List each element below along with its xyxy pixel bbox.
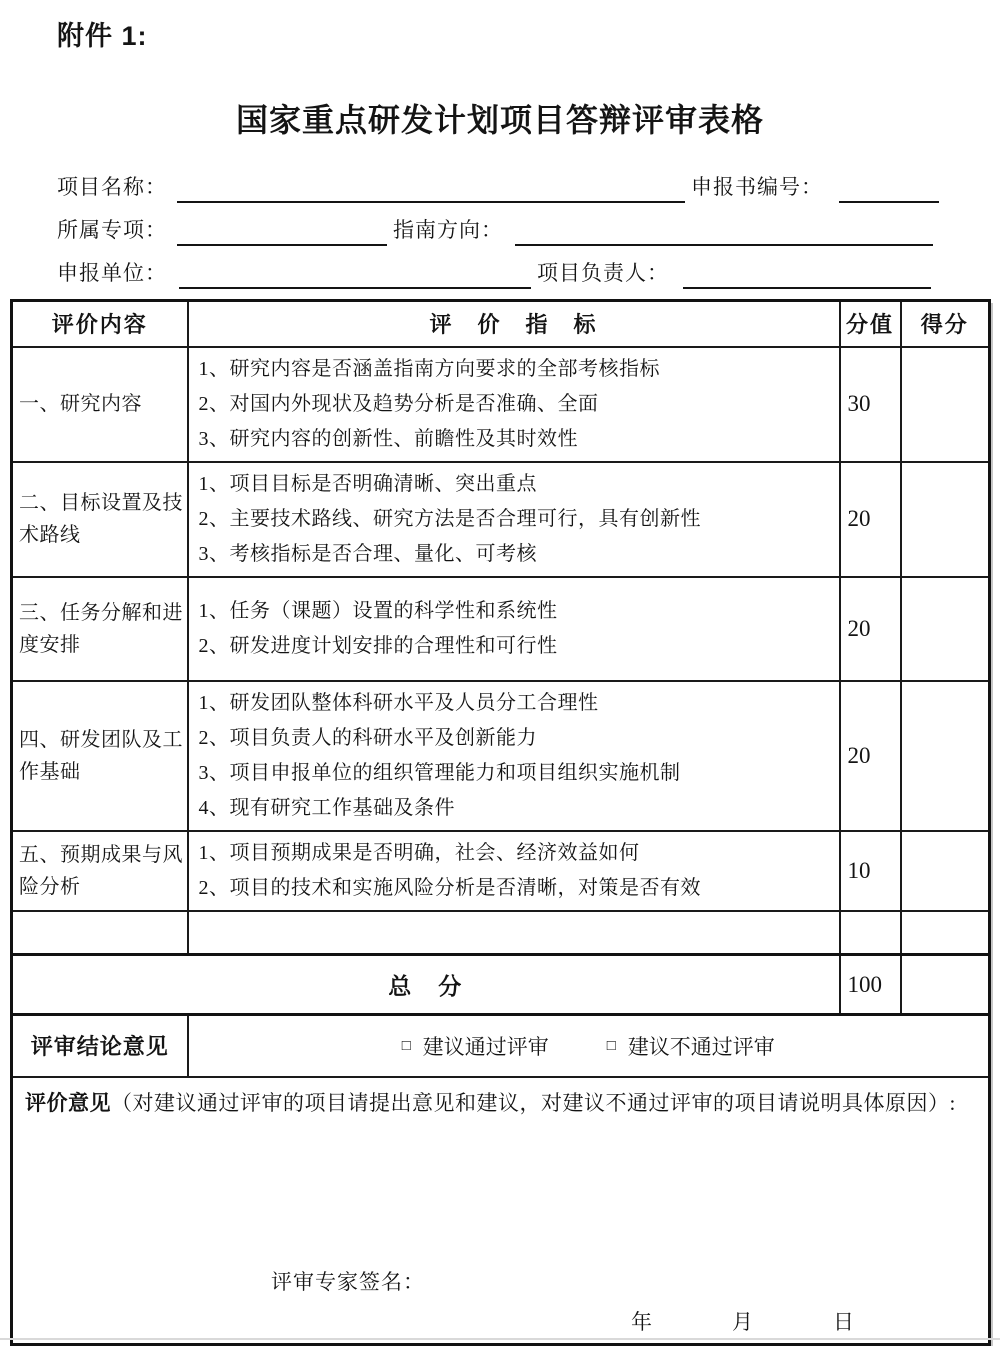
review-table: [10, 299, 991, 1346]
applicant-org-input-line[interactable]: [179, 259, 531, 289]
scan-edge-shadow: [0, 1338, 1000, 1340]
date-day-label: 日: [833, 1309, 854, 1334]
special-project-input-line[interactable]: [177, 216, 387, 246]
indicator-line: 1、研究内容是否涵盖指南方向要求的全部考核指标: [198, 357, 660, 380]
indicator-line: 1、项目预期成果是否明确，社会、经济效益如何: [198, 841, 640, 864]
indicators-cell: [188, 577, 840, 681]
comments-label: 评价意见: [25, 1091, 111, 1115]
indicators-cell: [188, 462, 840, 577]
table-row: [12, 831, 990, 911]
score-value-cell: 10: [840, 831, 901, 911]
option-fail-label: 建议不通过评审: [627, 1034, 775, 1059]
expert-signature-label[interactable]: 评审专家签名：: [271, 1269, 425, 1294]
category-cell: 四、研发团队及工作基础: [12, 681, 188, 831]
applicant-org-label: 申报单位：: [57, 261, 167, 285]
total-label: 总 分: [12, 955, 840, 1015]
indicator-line: 3、考核指标是否合理、量化、可考核: [198, 542, 537, 565]
score-cell[interactable]: [901, 347, 990, 462]
category-cell: 二、目标设置及技术路线: [12, 462, 188, 577]
category-cell: [12, 911, 188, 955]
field-row-3: [57, 253, 957, 289]
indicator-line: 3、项目申报单位的组织管理能力和项目组织实施机制: [198, 761, 681, 784]
header-content: 评价内容: [12, 301, 188, 347]
header-indicators: 评 价 指 标: [188, 301, 840, 347]
indicators-cell: [188, 831, 840, 911]
table-row: [12, 681, 990, 831]
indicator-line: 2、主要技术路线、研究方法是否合理可行，具有创新性: [198, 507, 701, 530]
indicators-cell: [188, 681, 840, 831]
score-value-cell: 20: [840, 681, 901, 831]
total-score-cell[interactable]: [901, 955, 990, 1015]
indicator-line: 4、现有研究工作基础及条件: [198, 796, 455, 819]
date-year-label: 年: [631, 1309, 652, 1334]
score-value-cell: 20: [840, 462, 901, 577]
field-row-1: [57, 167, 957, 203]
comments-row: [12, 1077, 990, 1345]
indicators-cell: [188, 347, 840, 462]
checkbox-pass-icon[interactable]: □: [401, 1038, 411, 1055]
project-leader-input-line[interactable]: [683, 259, 931, 289]
indicators-cell: [188, 911, 840, 955]
total-row: [12, 955, 990, 1015]
comments-instruction: [25, 1086, 976, 1121]
indicator-line: 2、对国内外现状及趋势分析是否准确、全面: [198, 392, 599, 415]
table-row: [12, 577, 990, 681]
table-header-row: [12, 301, 990, 347]
score-cell[interactable]: [901, 462, 990, 577]
conclusion-row: [12, 1015, 990, 1077]
comments-cell: [12, 1077, 990, 1345]
guide-direction-input-line[interactable]: [515, 216, 933, 246]
guide-direction-label: 指南方向：: [393, 218, 503, 242]
indicator-line: 1、研发团队整体科研水平及人员分工合理性: [198, 691, 599, 714]
indicator-line: 3、研究内容的创新性、前瞻性及其时效性: [198, 427, 578, 450]
total-score-value-cell: 100: [840, 955, 901, 1015]
score-value-cell: 20: [840, 577, 901, 681]
score-cell[interactable]: [901, 681, 990, 831]
header-score: 得分: [901, 301, 990, 347]
score-value-cell: 30: [840, 347, 901, 462]
indicator-line: 1、项目目标是否明确清晰、突出重点: [198, 472, 537, 495]
page-title: 国家重点研发计划项目答辩评审表格: [235, 102, 764, 138]
indicator-line: 2、研发进度计划安排的合理性和可行性: [198, 634, 558, 657]
conclusion-options-cell: [188, 1015, 990, 1077]
indicator-line: 2、项目负责人的科研水平及创新能力: [198, 726, 537, 749]
special-project-label: 所属专项：: [57, 218, 167, 242]
indicator-line: 1、任务（课题）设置的科学性和系统性: [198, 599, 558, 622]
project-name-input-line[interactable]: [177, 173, 685, 203]
attachment-label: 附件 1:: [57, 21, 148, 51]
score-value-cell: [840, 911, 901, 955]
option-pass-label: 建议通过评审: [422, 1034, 549, 1059]
score-cell[interactable]: [901, 577, 990, 681]
date-month-label: 月: [732, 1309, 753, 1334]
table-row: [12, 347, 990, 462]
category-cell: 一、研究内容: [12, 347, 188, 462]
table-row-empty: [12, 911, 990, 955]
application-no-label: 申报书编号：: [691, 175, 823, 199]
table-row: [12, 462, 990, 577]
conclusion-label: 评审结论意见: [12, 1015, 188, 1077]
field-row-2: [57, 210, 957, 246]
score-cell[interactable]: [901, 831, 990, 911]
project-name-label: 项目名称：: [57, 175, 167, 199]
score-cell[interactable]: [901, 911, 990, 955]
header-fields: [57, 167, 957, 289]
category-cell: 三、任务分解和进度安排: [12, 577, 188, 681]
option-fail-review[interactable]: [607, 1031, 775, 1061]
option-pass-review[interactable]: [402, 1031, 549, 1061]
checkbox-fail-icon[interactable]: □: [606, 1038, 616, 1055]
indicator-line: 2、项目的技术和实施风险分析是否清晰，对策是否有效: [198, 876, 701, 899]
category-cell: 五、预期成果与风险分析: [12, 831, 188, 911]
comments-label-note: （对建议通过评审的项目请提出意见和建议，对建议不通过评审的项目请说明具体原因）:: [111, 1090, 956, 1115]
project-leader-label: 项目负责人：: [537, 261, 669, 285]
date-line: [631, 1306, 854, 1336]
application-no-input-line[interactable]: [839, 173, 939, 203]
header-score-value: 分值: [840, 301, 901, 347]
